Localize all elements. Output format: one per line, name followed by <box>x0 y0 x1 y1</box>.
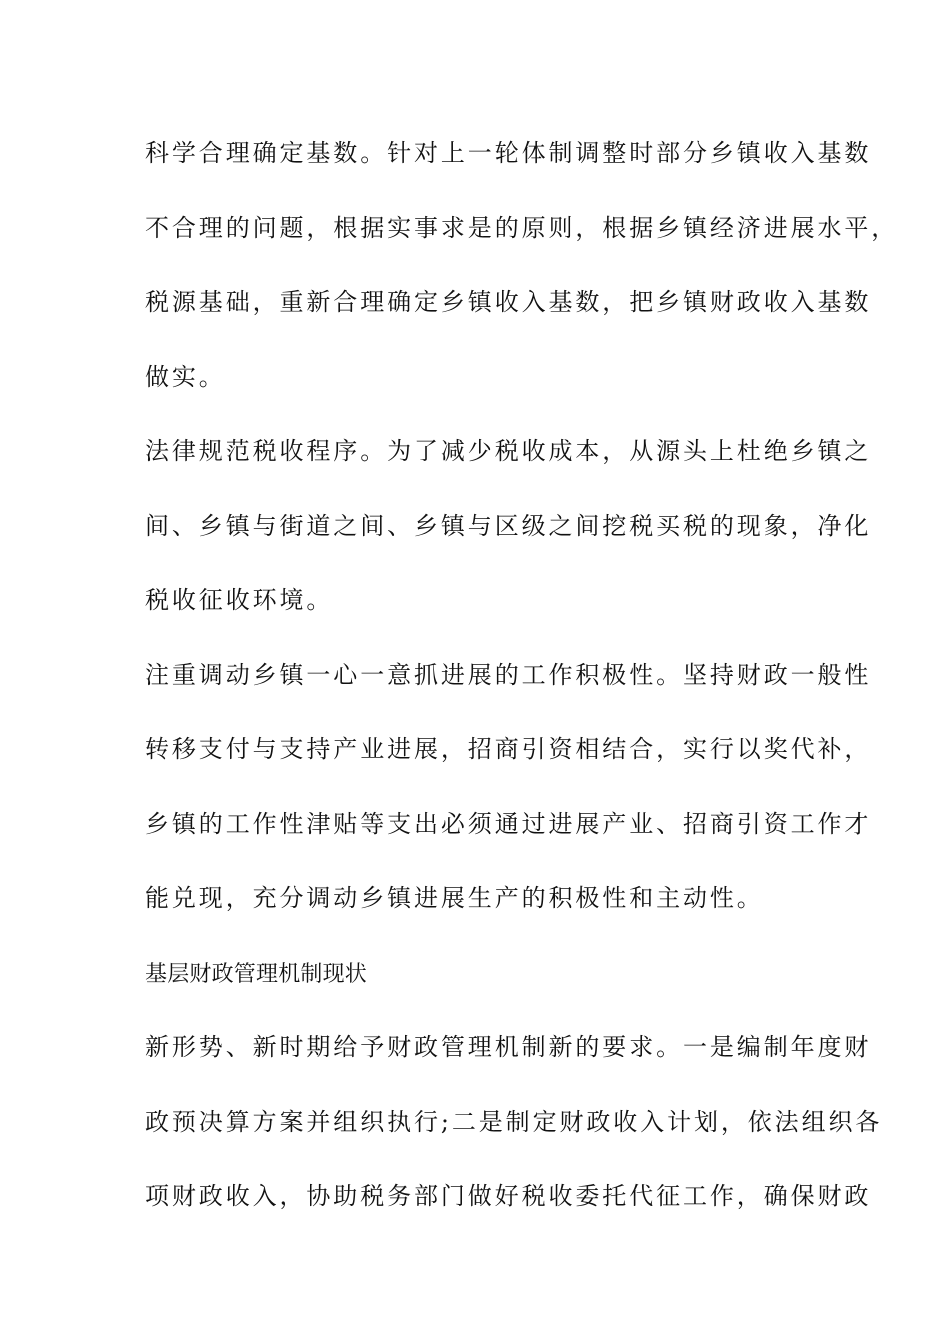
text-line: 做实。 <box>145 363 226 391</box>
text-line: 能兑现，充分调动乡镇进展生产的积极性和主动性。 <box>145 884 764 912</box>
text-line: 转移支付与支持产业进展，招商引资相结合，实行以奖代补， <box>145 735 872 763</box>
text-line: 间、乡镇与街道之间、乡镇与区级之间挖税买税的现象，净化 <box>145 512 872 540</box>
text-line: 新形势、新时期给予财政管理机制新的要求。一是编制年度财 <box>145 1033 872 1061</box>
text-line: 不合理的问题，根据实事求是的原则，根据乡镇经济进展水平， <box>145 214 899 242</box>
text-line: 税收征收环境。 <box>145 586 334 614</box>
text-line: 乡镇的工作性津贴等支出必须通过进展产业、招商引资工作才 <box>145 810 872 838</box>
text-line: 项财政收入，协助税务部门做好税收委托代征工作，确保财政 <box>145 1182 872 1210</box>
text-line: 注重调动乡镇一心一意抓进展的工作积极性。坚持财政一般性 <box>145 661 872 689</box>
text-line: 税源基础，重新合理确定乡镇收入基数，把乡镇财政收入基数 <box>145 288 872 316</box>
text-line: 政预决算方案并组织执行;二是制定财政收入计划，依法组织各 <box>145 1108 883 1136</box>
text-line: 法律规范税收程序。为了减少税收成本，从源头上杜绝乡镇之 <box>145 437 872 465</box>
section-heading: 基层财政管理机制现状 <box>145 962 368 987</box>
text-line: 科学合理确定基数。针对上一轮体制调整时部分乡镇收入基数 <box>145 139 872 167</box>
